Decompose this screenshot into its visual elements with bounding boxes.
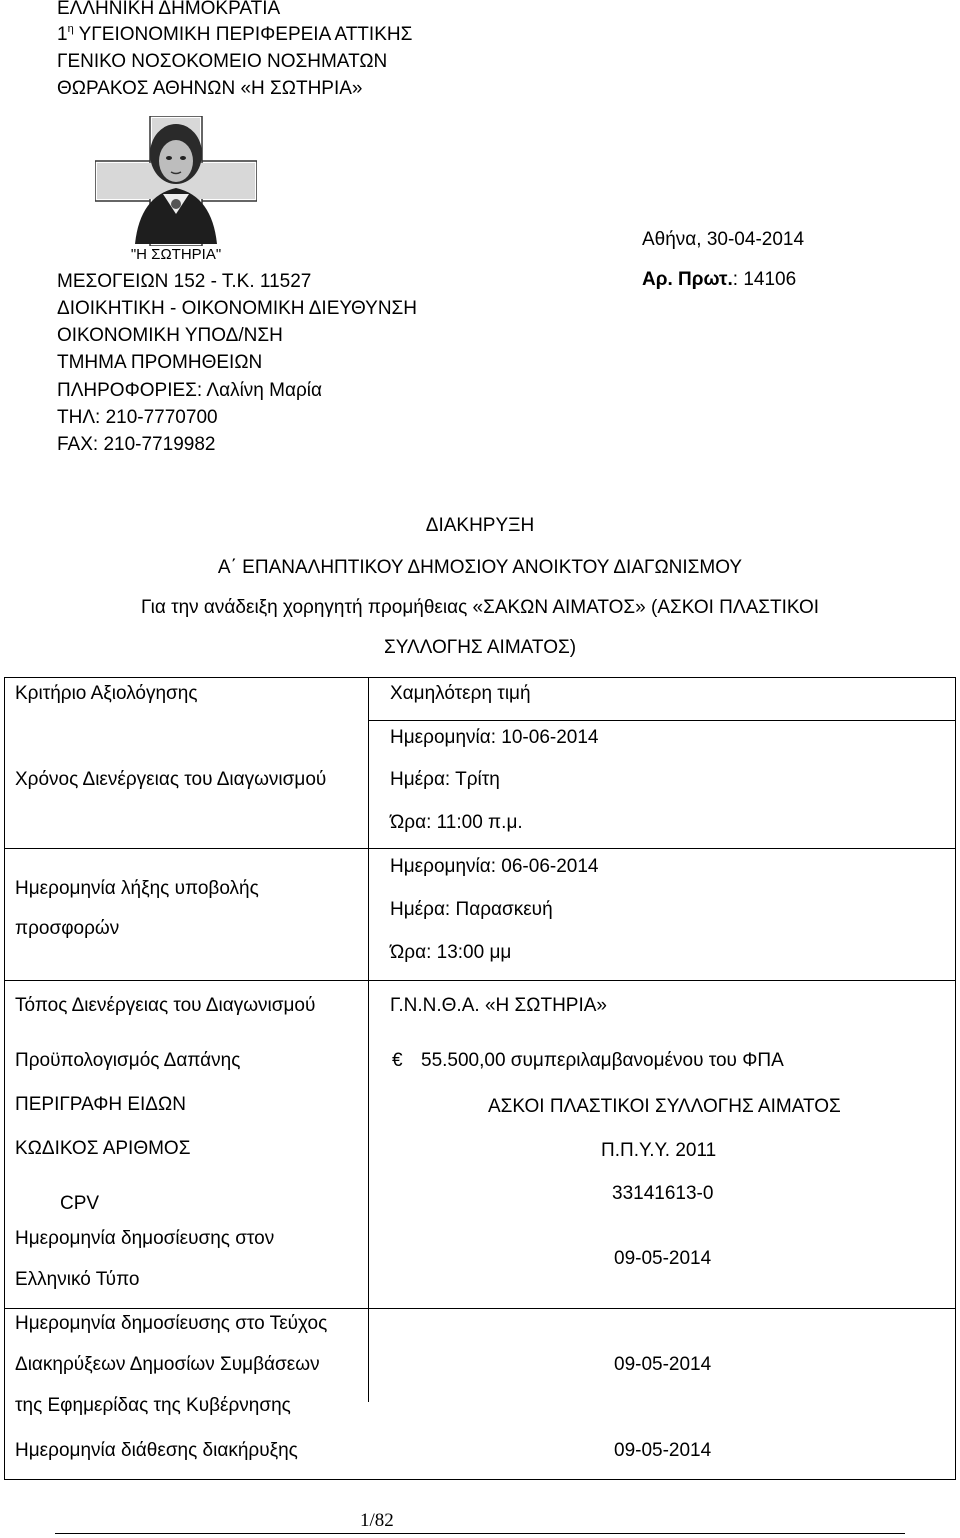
place-date: Αθήνα, 30-04-2014	[642, 229, 805, 250]
press-label-2: Ελληνικό Τύπο	[15, 1269, 140, 1290]
page-number: 1/82	[360, 1510, 394, 1531]
table-divider	[368, 677, 369, 1402]
items-value: ΑΣΚΟΙ ΠΛΑΣΤΙΚΟΙ ΣΥΛΛΟΓΗΣ ΑΙΜΑΤΟΣ	[488, 1096, 841, 1117]
gazette-label-2: Διακηρύξεων Δημοσίων Συμβάσεων	[15, 1354, 320, 1375]
items-label: ΠΕΡΙΓΡΑΦΗ ΕΙΔΩΝ	[15, 1094, 186, 1115]
table-rule	[4, 848, 956, 849]
document-subtitle: Α΄ ΕΠΑΝΑΛΗΠΤΙΚΟΥ ΔΗΜΟΣΙΟΥ ΑΝΟΙΚΤΟΥ ΔΙΑΓΩΝΙΣΜΟΥ	[217, 557, 743, 578]
gazette-label-3: της Εφημερίδας της Κυβέρνησης	[15, 1395, 291, 1416]
header-line-2-sup: η	[67, 23, 74, 35]
code-value: Π.Π.Υ.Υ. 2011	[601, 1140, 717, 1161]
code-label: ΚΩΔΙΚΟΣ ΑΡΙΘΜΟΣ	[15, 1138, 191, 1159]
address-line: ΟΙΚΟΝΟΜΙΚΗ ΥΠΟΔ/ΝΣΗ	[57, 325, 283, 346]
press-label-1: Ημερομηνία δημοσίευσης στον	[15, 1228, 275, 1249]
place-value: Γ.Ν.Ν.Θ.Α. «Η ΣΩΤΗΡΙΑ»	[390, 995, 607, 1016]
deadline-date: Ημερομηνία: 06-06-2014	[390, 856, 599, 877]
logo-caption: "Η ΣΩΤΗΡΙΑ"	[130, 246, 222, 263]
budget-label: Προϋπολογισμός Δαπάνης	[15, 1050, 241, 1071]
header-line-2-num: 1	[57, 24, 68, 45]
deadline-label-1: Ημερομηνία λήξης υποβολής	[15, 878, 259, 899]
press-value: 09-05-2014	[614, 1248, 712, 1269]
address-line: ΔΙΟΙΚΗΤΙΚΗ - ΟΙΚΟΝΟΜΙΚΗ ΔΙΕΥΘΥΝΣΗ	[57, 298, 418, 319]
portrait-icon	[95, 116, 257, 246]
protocol-label: Αρ. Πρωτ.	[642, 269, 733, 290]
table-rule	[4, 980, 956, 981]
address-line: ΤΗΛ: 210-7770700	[57, 407, 218, 428]
place-label: Τόπος Διενέργειας του Διαγωνισμού	[15, 995, 316, 1016]
table-rule	[368, 720, 956, 721]
budget-value: 55.500,00 συμπεριλαμβανομένου του ΦΠΑ	[421, 1050, 784, 1071]
document-description-2: ΣΥΛΛΟΓΗΣ ΑΙΜΑΤΟΣ)	[383, 637, 577, 658]
document-title: ΔΙΑΚΗΡΥΞΗ	[425, 515, 535, 536]
address-line: ΠΛΗΡΟΦΟΡΙΕΣ: Λαλίνη Μαρία	[57, 380, 322, 401]
header-line-1: ΕΛΛΗΝΙΚΗ ΔΗΜΟΚΡΑΤΙΑ	[57, 0, 281, 19]
address-line: ΤΜΗΜΑ ΠΡΟΜΗΘΕΙΩΝ	[57, 352, 263, 373]
euro-icon: €	[392, 1050, 403, 1071]
cpv-label: CPV	[60, 1193, 100, 1214]
time-label: Χρόνος Διενέργειας του Διαγωνισμού	[15, 769, 327, 790]
time-date: Ημερομηνία: 10-06-2014	[390, 727, 599, 748]
header-line-4: ΘΩΡΑΚΟΣ ΑΘΗΝΩΝ «Η ΣΩΤΗΡΙΑ»	[57, 78, 363, 99]
criterion-label: Κριτήριο Αξιολόγησης	[15, 683, 198, 704]
criterion-value: Χαμηλότερη τιμή	[390, 683, 531, 704]
address-line: ΜΕΣΟΓΕΙΩΝ 152 - Τ.Κ. 11527	[57, 271, 312, 292]
address-line: FAX: 210-7719982	[57, 434, 216, 455]
hospital-logo	[95, 116, 257, 264]
availability-label: Ημερομηνία διάθεσης διακήρυξης	[15, 1440, 298, 1461]
deadline-label-2: προσφορών	[15, 918, 120, 939]
deadline-hour: Ώρα: 13:00 μμ	[390, 942, 512, 963]
header-line-3: ΓΕΝΙΚΟ ΝΟΣΟΚΟΜΕΙΟ ΝΟΣΗΜΑΤΩΝ	[57, 51, 388, 72]
header-line-2-rest: ΥΓΕΙΟΝΟΜΙΚΗ ΠΕΡΙΦΕΡΕΙΑ ΑΤΤΙΚΗΣ	[73, 24, 413, 45]
gazette-label-1: Ημερομηνία δημοσίευσης στο Τεύχος	[15, 1313, 328, 1334]
footer-rule	[55, 1533, 905, 1534]
deadline-day: Ημέρα: Παρασκευή	[390, 899, 553, 920]
cpv-value: 33141613-0	[612, 1183, 714, 1204]
document-description-1: Για την ανάδειξη χορηγητή προμήθειας «ΣΑΚΩΝ ΑΙΜΑΤΟΣ» (ΑΣΚΟΙ ΠΛΑΣΤΙΚΟΙ	[140, 597, 820, 618]
protocol-value: : 14106	[732, 269, 797, 290]
protocol-number	[642, 269, 796, 291]
time-day: Ημέρα: Τρίτη	[390, 769, 500, 790]
header-line-2	[57, 21, 412, 51]
time-hour: Ώρα: 11:00 π.μ.	[390, 812, 523, 833]
gazette-value: 09-05-2014	[614, 1354, 712, 1375]
table-rule	[4, 1308, 956, 1309]
availability-value: 09-05-2014	[614, 1440, 712, 1461]
